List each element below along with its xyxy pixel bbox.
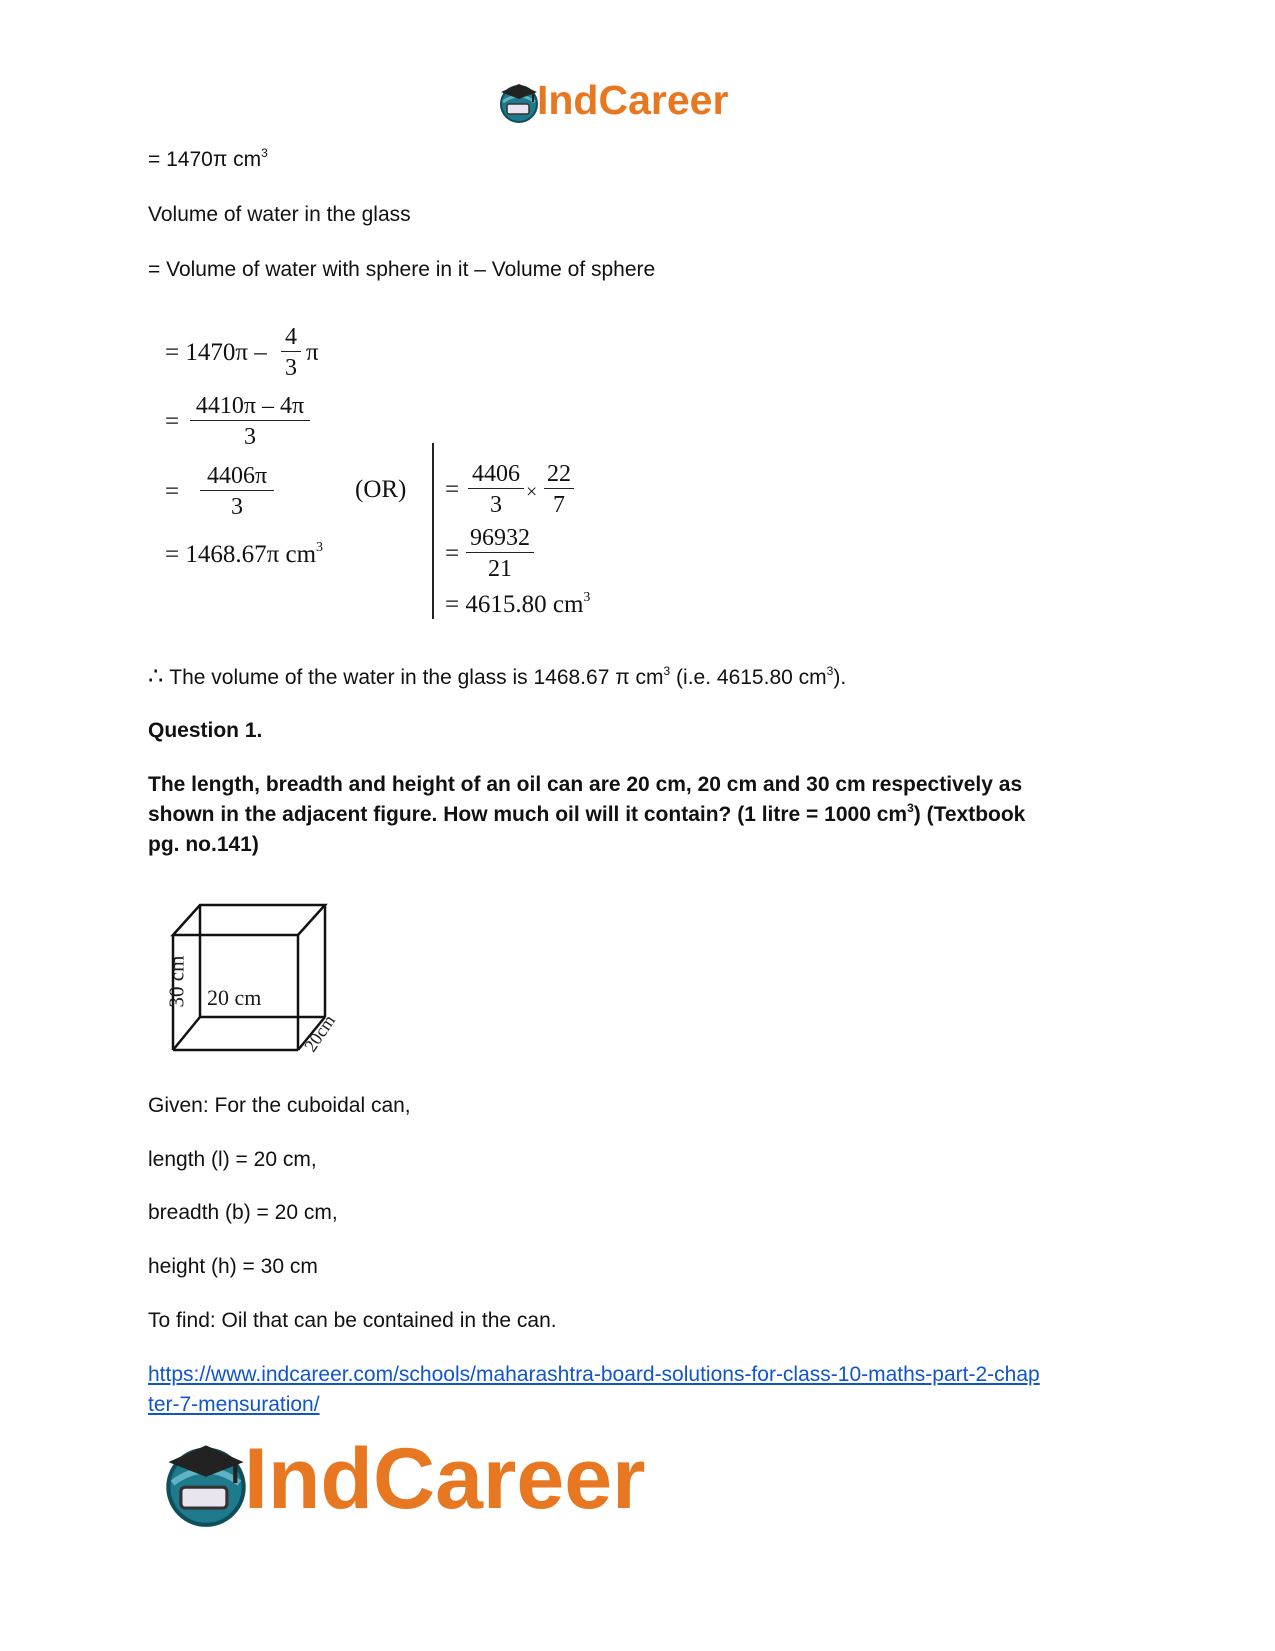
header-logo-text: IndCareer	[537, 77, 729, 123]
math-alt1-num1: 4406	[468, 461, 524, 489]
conclusion-sup2: 3	[826, 664, 834, 678]
question-line2-sup: 3	[907, 801, 914, 815]
height-line: height (h) = 30 cm	[148, 1255, 318, 1278]
math-alt1-num2: 22	[544, 461, 574, 489]
question-line2-a: shown in the adjacent figure. How much oil will it contain? (1 litre = 1000 cm	[148, 803, 908, 826]
question-line2-b: ) (Textbook	[913, 803, 1026, 826]
label-breadth: 20cm	[300, 1011, 340, 1056]
math-divider	[432, 443, 434, 619]
question-line3: pg. no.141)	[148, 833, 259, 856]
footer-link[interactable]	[148, 1360, 1040, 1420]
line-volume-result	[148, 145, 268, 175]
breadth-line: breadth (b) = 20 cm,	[148, 1201, 338, 1224]
math-alt1-den2: 7	[553, 492, 565, 518]
footer-link-line2[interactable]: ter-7-mensuration/	[148, 1393, 320, 1416]
cuboid-diagram	[165, 895, 355, 1070]
math-derivation	[160, 315, 620, 625]
footer-link-line1[interactable]: https://www.indcareer.com/schools/maharashtra-board-solutions-for-class-10-maths-part-2-chap	[148, 1363, 1040, 1386]
math-alt1-times: ×	[526, 481, 538, 503]
math-alt2-den: 21	[488, 556, 512, 582]
math-alt3-sup: 3	[583, 590, 591, 605]
math-alt2-fraction	[466, 525, 534, 582]
footer-globe-graduation-icon	[160, 1437, 252, 1529]
math-row2-fraction	[190, 393, 310, 450]
math-row3-fraction	[200, 463, 274, 520]
cuboid-figure	[165, 895, 355, 1070]
conclusion-text-a: The volume of the water in the glass is 1468.67 π cm	[169, 666, 664, 689]
conclusion-text-b: (i.e. 4615.80 cm	[670, 666, 827, 689]
line-volume-result-text: = 1470π cm	[148, 148, 262, 171]
math-alt3-text: = 4615.80 cm	[445, 591, 584, 618]
line-volume-formula: = Volume of water with sphere in it – Volume of sphere	[148, 258, 656, 281]
math-row1-num: 4	[281, 324, 301, 352]
footer-logo-text: IndCareer	[244, 1431, 646, 1527]
conclusion-line	[148, 662, 846, 693]
math-row1-den: 3	[285, 355, 297, 381]
to-find-line: To find: Oil that can be contained in the can.	[148, 1309, 557, 1332]
math-alt1-eq: =	[445, 476, 460, 503]
math-alt2-eq: =	[445, 540, 460, 567]
math-alt1-fraction1	[468, 461, 524, 518]
math-or: (OR)	[355, 476, 407, 503]
math-alt1-den1: 3	[490, 492, 502, 518]
label-length: 20 cm	[207, 985, 262, 1010]
math-row3-num: 4406π	[200, 463, 274, 491]
math-row2-den: 3	[244, 424, 256, 450]
math-row1-fraction	[281, 324, 301, 381]
math-row1-a: = 1470π –	[165, 339, 267, 366]
question-line1: The length, breadth and height of an oil can are 20 cm, 20 cm and 30 cm respectively as	[148, 773, 1023, 796]
footer-logo	[160, 1431, 700, 1530]
math-row3-eq: =	[165, 478, 180, 505]
math-row3-den: 3	[231, 494, 243, 520]
math-row4	[165, 540, 323, 570]
math-row4-text: = 1468.67π cm	[165, 541, 317, 568]
math-alt1-fraction2	[544, 461, 574, 518]
math-row4-sup: 3	[316, 540, 324, 555]
length-line: length (l) = 20 cm,	[148, 1148, 317, 1171]
conclusion-text-c: ).	[833, 666, 847, 689]
math-row2-eq: =	[165, 408, 180, 435]
question-line2	[148, 800, 1025, 830]
conclusion-sup1: 3	[663, 664, 671, 678]
line-volume-water-label: Volume of water in the glass	[148, 203, 411, 226]
header-logo	[497, 78, 767, 126]
math-alt2-num: 96932	[466, 525, 534, 553]
math-row2-num: 4410π – 4π	[190, 393, 310, 421]
label-height: 30 cm	[164, 955, 189, 1008]
math-alt3	[445, 590, 590, 620]
globe-graduation-icon	[497, 80, 541, 124]
given-line: Given: For the cuboidal can,	[148, 1094, 411, 1117]
question-heading: Question 1.	[148, 719, 263, 742]
line-volume-result-sup: 3	[261, 146, 268, 160]
therefore-symbol: ∴	[148, 663, 164, 690]
math-row1-b: π	[306, 339, 319, 366]
